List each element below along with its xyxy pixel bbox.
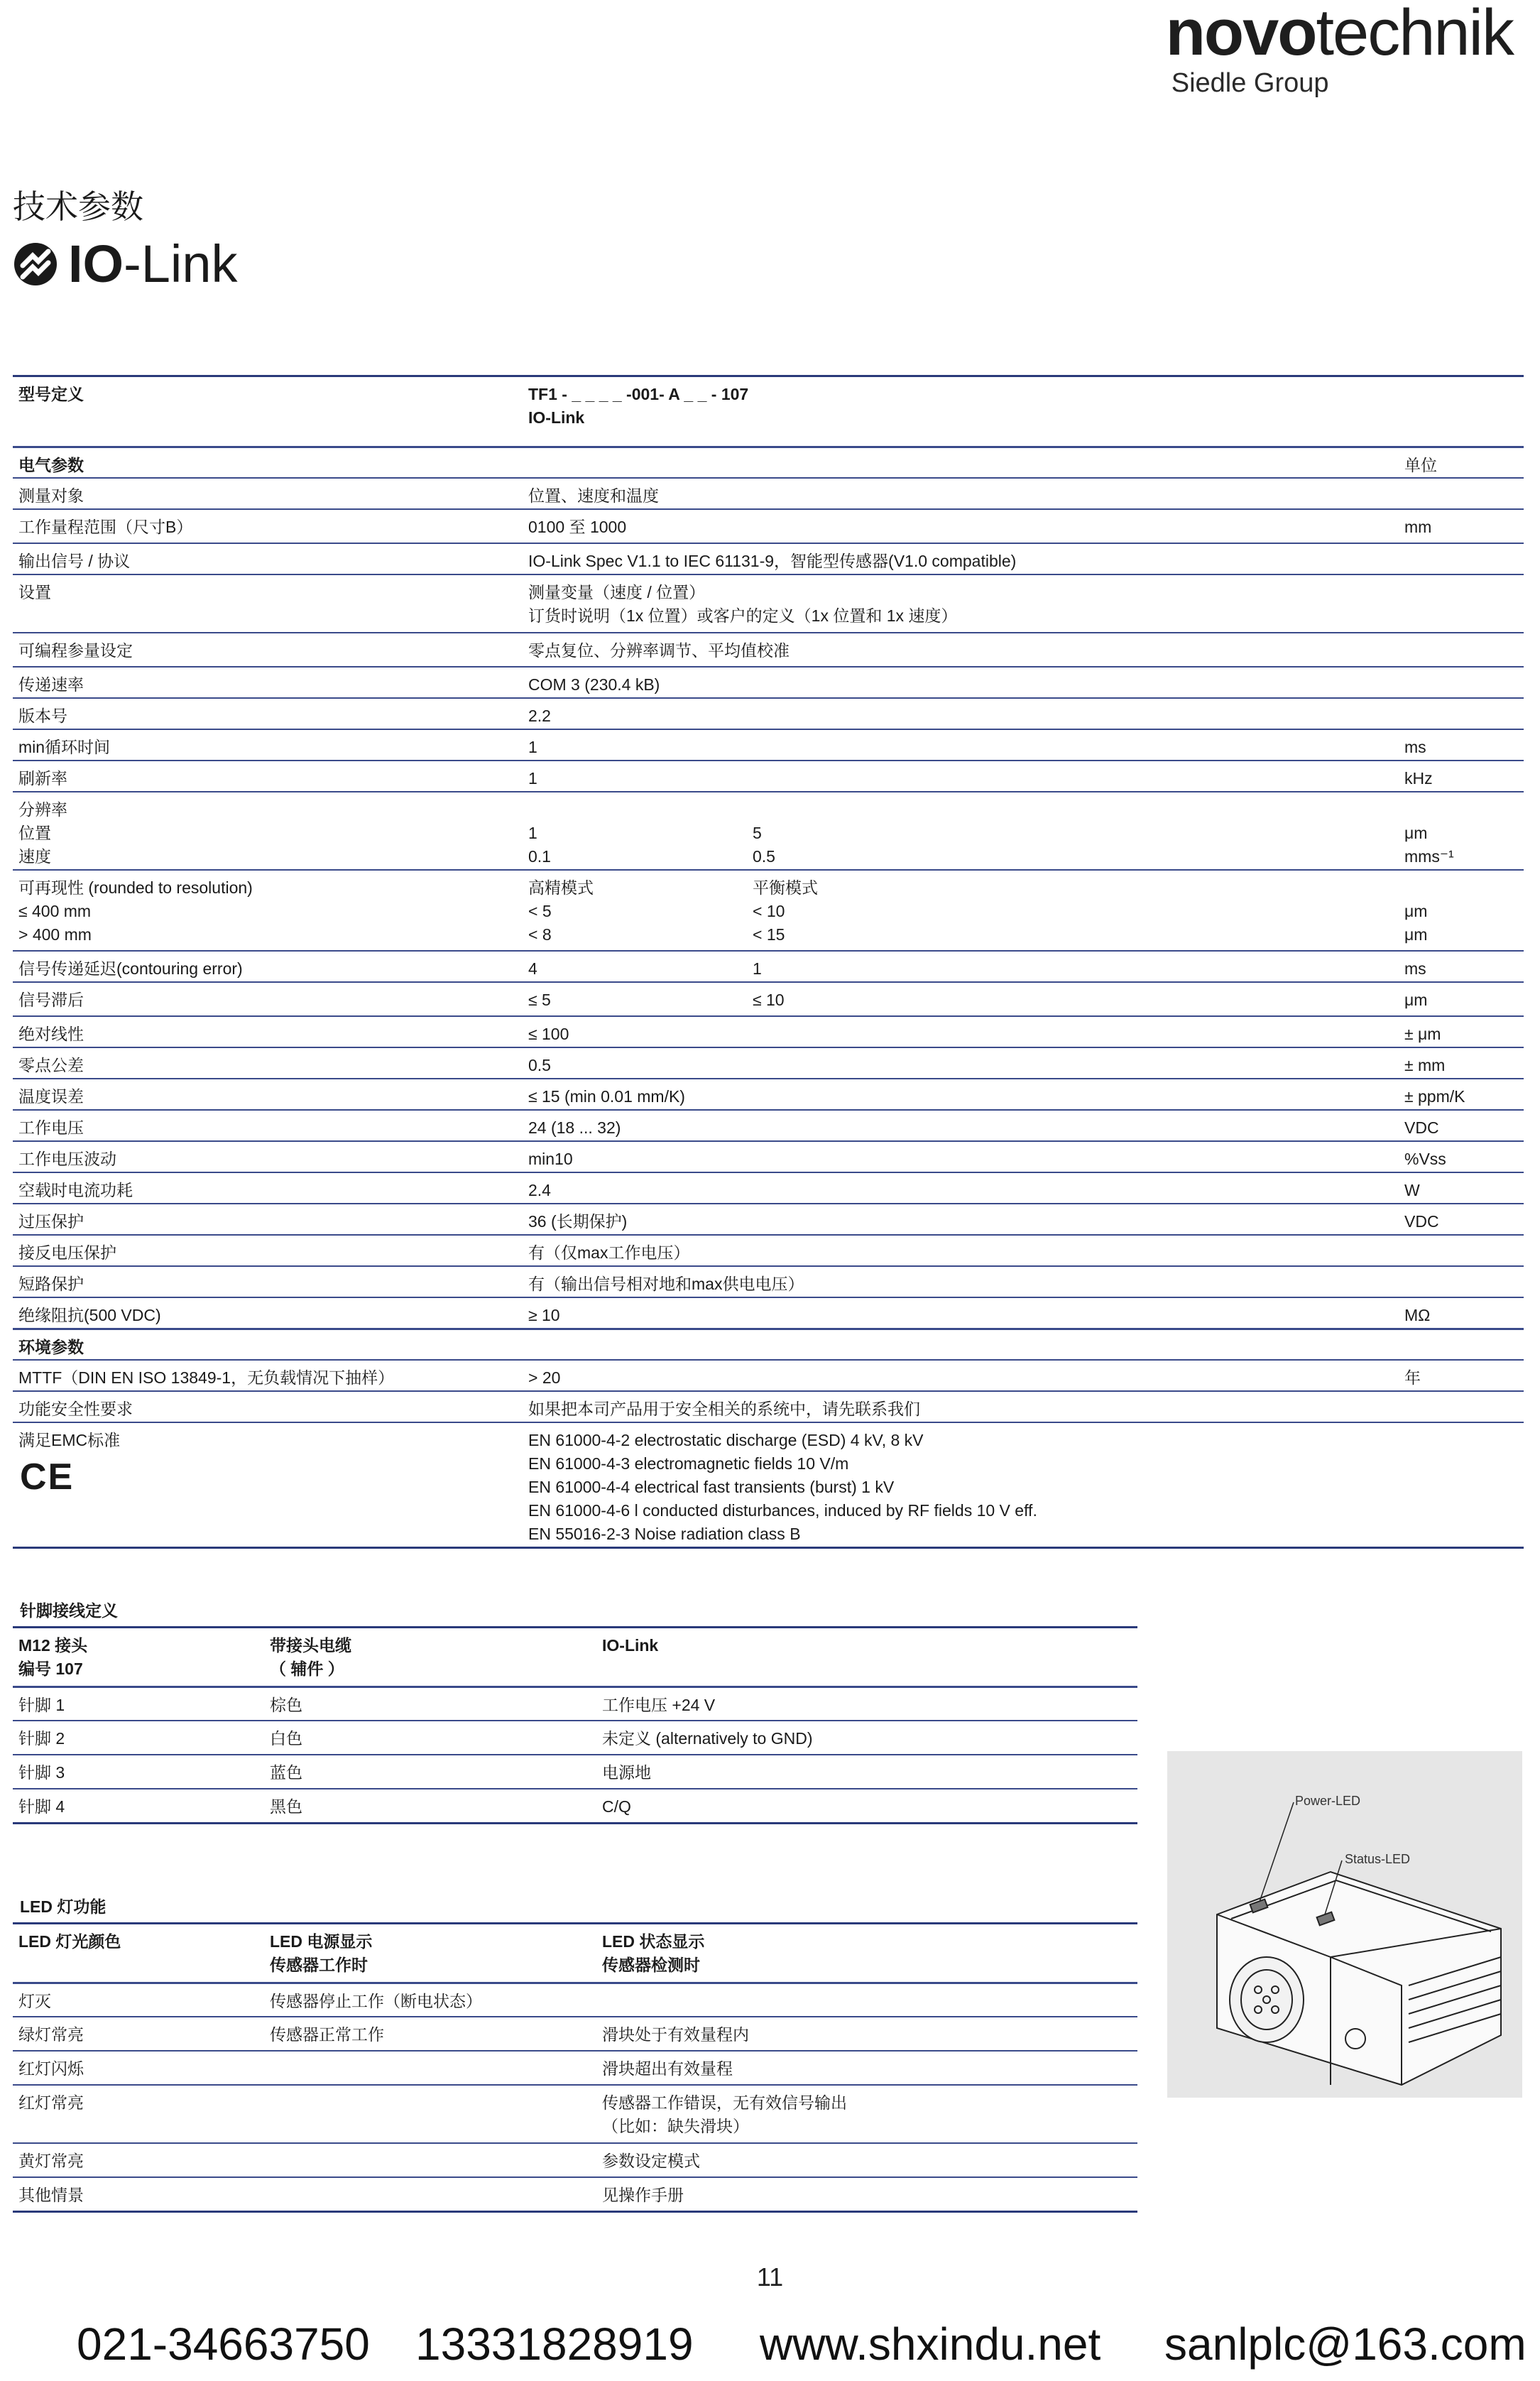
footer-email[interactable]: sanlplc@163.com	[1164, 2319, 1527, 2370]
spec-row	[13, 760, 1524, 791]
pin_table-cell-c2: 黑色	[270, 1797, 302, 1816]
spec-cell-unit: ms	[1404, 738, 1426, 756]
spec-cell-v1: 36 (长期保护)	[528, 1212, 628, 1231]
spec-cell-label: 温度误差	[18, 1087, 84, 1106]
spec-row	[13, 446, 1524, 477]
spec-cell-unit: 单位	[1404, 456, 1437, 474]
spec-cell-label: 信号滞后	[18, 991, 84, 1009]
spec-cell-v1: 1 0.1	[528, 824, 551, 866]
spec-row	[13, 1203, 1524, 1234]
spec-cell-label: 设置	[18, 583, 51, 601]
pin_table-cell-c1: 针脚 4	[18, 1797, 65, 1816]
pin_table-cell-c3: IO-Link	[602, 1636, 659, 1655]
spec-cell-v1: 0.5	[528, 1056, 551, 1074]
spec-row	[13, 1140, 1524, 1172]
pin_table-cell-c1: M12 接头 编号 107	[18, 1636, 88, 1678]
led_table-row	[13, 1982, 1137, 2016]
spec-cell-label: 过压保护	[18, 1212, 84, 1231]
io-link-text	[68, 234, 238, 293]
led_table-cell-c1: 红灯常亮	[18, 2093, 84, 2112]
spec-cell-label: 可编程参量设定	[18, 641, 133, 660]
spec-cell-label: 传递速率	[18, 675, 84, 694]
spec-cell-label: 环境参数	[18, 1338, 84, 1356]
pin_table-row	[13, 1720, 1137, 1754]
spec-cell-label: 接反电压保护	[18, 1243, 116, 1262]
led_table-cell-c1: LED 灯光颜色	[18, 1932, 121, 1951]
led_table-row	[13, 2016, 1137, 2050]
spec-row	[13, 981, 1524, 1015]
spec-row	[13, 1172, 1524, 1203]
spec-cell-v1: 测量变量（速度 / 位置） 订货时说明（1x 位置）或客户的定义（1x 位置和 1x 速度）	[528, 583, 958, 625]
spec-cell-v2: 平衡模式 < 10 < 15	[753, 878, 818, 944]
led_table-cell-c1: 黄灯常亮	[18, 2152, 84, 2170]
spec-cell-v1: ≥ 10	[528, 1306, 560, 1324]
spec-cell-label: 信号传递延迟(contouring error)	[18, 959, 243, 978]
spec-row	[13, 1297, 1524, 1328]
spec-cell-v2: 5 0.5	[753, 824, 775, 866]
spec-cell-label: 工作电压波动	[18, 1150, 116, 1168]
spec-cell-unit: %Vss	[1404, 1150, 1446, 1168]
spec-cell-v1: 位置、速度和温度	[528, 486, 659, 505]
spec-cell-v1: > 20	[528, 1368, 561, 1387]
spec-cell-v1: ≤ 15 (min 0.01 mm/K)	[528, 1087, 685, 1106]
led_table-row	[13, 2142, 1137, 2176]
spec-row	[13, 1359, 1524, 1390]
brand-name-bold: novo	[1165, 0, 1316, 69]
spec-cell-v1: 高精模式 < 5 < 8	[528, 878, 594, 944]
pin_table-cell-c2: 蓝色	[270, 1763, 302, 1782]
spec-cell-v1: ≤ 5	[528, 991, 551, 1009]
footer-website[interactable]: www.shxindu.net	[760, 2319, 1101, 2370]
spec-cell-label: 满足EMC标准	[18, 1431, 121, 1449]
led_table-cell-c3: 滑块处于有效量程内	[602, 2025, 749, 2044]
power-led-label: Power-LED	[1295, 1794, 1361, 1808]
pin_table-row	[13, 1626, 1137, 1686]
spec-cell-label: 工作量程范围（尺寸B）	[18, 518, 193, 536]
spec-cell-label: 输出信号 / 协议	[18, 552, 131, 570]
spec-cell-label: 刷新率	[18, 769, 67, 788]
led_table-cell-c1: 红灯闪烁	[18, 2059, 84, 2078]
pin_table-cell-c2: 白色	[270, 1729, 302, 1748]
spec-cell-label: 版本号	[18, 707, 67, 725]
pin_table-cell-c1: 针脚 1	[18, 1696, 65, 1714]
pin_table-row	[13, 1754, 1137, 1788]
spec-row	[13, 1234, 1524, 1265]
led_table-cell-c1: 灯灭	[18, 1992, 51, 2010]
led_table-row	[13, 2050, 1137, 2084]
spec-row	[13, 1047, 1524, 1078]
spec-cell-label: 绝缘阻抗(500 VDC)	[18, 1306, 161, 1324]
pin-table-title: 针脚接线定义	[20, 1601, 118, 1620]
spec-cell-v1: COM 3 (230.4 kB)	[528, 675, 660, 694]
led_table-row	[13, 2084, 1137, 2142]
io-link-text-bold: IO	[68, 234, 124, 293]
led_table-cell-c3: 参数设定模式	[602, 2152, 700, 2170]
led_table-bottom-rule	[13, 2211, 1137, 2213]
spec-cell-unit: MΩ	[1404, 1306, 1431, 1324]
pin_table-cell-c1: 针脚 2	[18, 1729, 65, 1748]
pin_table-cell-c3: 电源地	[602, 1763, 651, 1782]
spec-cell-v1: 1	[528, 769, 537, 788]
spec-cell-v1: 有（输出信号相对地和max供电电压）	[528, 1275, 804, 1293]
pin_table-cell-c2: 带接头电缆 （ 辅件 ）	[270, 1636, 351, 1678]
io-link-logo	[13, 234, 238, 293]
led-table	[13, 1922, 1137, 2213]
spec-cell-label: 型号定义	[18, 385, 84, 403]
spec-cell-unit: μm μm	[1404, 902, 1428, 944]
led_table-cell-c3: 传感器工作错误，无有效信号输出 （比如：缺失滑块）	[602, 2093, 847, 2135]
spec-cell-label: 绝对线性	[18, 1025, 84, 1043]
spec-cell-unit: ms	[1404, 959, 1426, 978]
spec-row	[13, 1265, 1524, 1297]
spec-cell-unit: ± mm	[1404, 1056, 1446, 1074]
led-table-title: LED 灯功能	[20, 1897, 107, 1916]
spec-cell-v1: 24 (18 ... 32)	[528, 1118, 621, 1137]
brand-name	[1165, 0, 1513, 69]
footer-phone-2: 13331828919	[415, 2319, 694, 2370]
spec-row	[13, 950, 1524, 981]
spec-cell-unit: μm	[1404, 991, 1428, 1009]
sensor-figure	[1167, 1751, 1522, 2098]
spec-row	[13, 1015, 1524, 1047]
spec-cell-v1: 零点复位、分辨率调节、平均值校准	[528, 641, 790, 660]
spec-cell-label: 电气参数	[18, 456, 84, 474]
spec-cell-label: MTTF（DIN EN ISO 13849-1，无负载情况下抽样）	[18, 1368, 395, 1387]
led_table-row	[13, 1922, 1137, 1982]
led_table-cell-c1: 绿灯常亮	[18, 2025, 84, 2044]
pin_table-cell-c3: 未定义 (alternatively to GND)	[602, 1729, 813, 1748]
spec-cell-unit: VDC	[1404, 1212, 1439, 1231]
spec-cell-unit: ± ppm/K	[1404, 1087, 1465, 1106]
spec-cell-label: 分辨率 位置 速度	[18, 800, 67, 866]
spec-row	[13, 1390, 1524, 1422]
spec-row	[13, 632, 1524, 666]
spec-row	[13, 1109, 1524, 1140]
spec-cell-v1: 0100 至 1000	[528, 518, 627, 536]
led_table-cell-c2: LED 电源显示 传感器工作时	[270, 1932, 373, 1974]
spec-cell-v1: IO-Link Spec V1.1 to IEC 61131-9，智能型传感器(V1.0 compatible)	[528, 552, 1017, 570]
spec-cell-v1: 2.4	[528, 1181, 551, 1199]
spec-cell-v1: min10	[528, 1150, 573, 1168]
spec-cell-v1: 有（仅max工作电压）	[528, 1243, 690, 1262]
spec-cell-v2: ≤ 10	[753, 991, 785, 1009]
pin-table	[13, 1626, 1137, 1824]
io-link-icon	[13, 241, 58, 287]
spec-cell-label: 功能安全性要求	[18, 1400, 133, 1418]
spec-cell-unit: VDC	[1404, 1118, 1439, 1137]
spec-cell-v1: 4	[528, 959, 537, 978]
brand-name-light: technik	[1316, 0, 1513, 69]
spec-row	[13, 666, 1524, 697]
brand-group: Siedle Group	[1171, 68, 1329, 98]
pin_table-cell-c1: 针脚 3	[18, 1763, 65, 1782]
spec-cell-v2: 1	[753, 959, 762, 978]
pin_table-bottom-rule	[13, 1822, 1137, 1824]
footer-contact	[0, 2315, 1540, 2381]
spec-cell-v1: 2.2	[528, 707, 551, 725]
ce-mark: CE	[20, 1456, 75, 1498]
pin_table-cell-c2: 棕色	[270, 1696, 302, 1714]
spec-cell-v1: ≤ 100	[528, 1025, 569, 1043]
led_table-cell-c2: 传感器停止工作（断电状态）	[270, 1992, 482, 2010]
spec-cell-unit: W	[1404, 1181, 1420, 1199]
led_table-cell-c3: LED 状态显示 传感器检测时	[602, 1932, 705, 1974]
spec-cell-unit: mm	[1404, 518, 1432, 536]
spec-row	[13, 869, 1524, 950]
spec-cell-v1: 如果把本司产品用于安全相关的系统中，请先联系我们	[528, 1400, 920, 1418]
spec-cell-v1: 1	[528, 738, 537, 756]
page-title: 技术参数	[13, 187, 143, 226]
led_table-cell-c2: 传感器正常工作	[270, 2025, 384, 2044]
pin_table-cell-c3: C/Q	[602, 1797, 631, 1816]
spec-row	[13, 508, 1524, 543]
spec-cell-label: 可再现性 (rounded to resolution) ≤ 400 mm > 400 mm	[18, 878, 253, 944]
spec-cell-label: 测量对象	[18, 486, 84, 505]
spec-row	[13, 375, 1524, 446]
spec-row	[13, 1422, 1524, 1547]
spec-row	[13, 574, 1524, 632]
spec-table	[13, 375, 1524, 1549]
pin_table-row	[13, 1788, 1137, 1822]
spec-row	[13, 477, 1524, 508]
spec-row	[13, 1078, 1524, 1109]
spec-cell-unit: μm mms⁻¹	[1404, 824, 1454, 866]
spec-row	[13, 543, 1524, 574]
page-number: 11	[756, 2262, 784, 2292]
spec-cell-label: 空载时电流功耗	[18, 1181, 133, 1199]
status-led-label: Status-LED	[1345, 1852, 1411, 1866]
spec-cell-v1: TF1 - _ _ _ _ -001- A _ _ - 107 IO-Link	[528, 385, 749, 427]
led_table-cell-c3: 滑块超出有效量程	[602, 2059, 733, 2078]
spec-row	[13, 697, 1524, 729]
led_table-cell-c1: 其他情景	[18, 2186, 84, 2204]
spec-cell-v1: EN 61000-4-2 electrostatic discharge (ESD) 4 kV, 8 kV EN 61000-4-3 electromagnetic fields 10 V/m EN 61000-4-4 electrical fast transients (burst) 1 kV EN 61000-4-6 l conducted disturbances, induced by RF fields 10 V eff. EN 55016-2-3 Noise radiation class B	[528, 1431, 1037, 1543]
pin_table-cell-c3: 工作电压 +24 V	[602, 1696, 716, 1714]
spec-cell-unit: 年	[1404, 1368, 1421, 1387]
spec-cell-label: 短路保护	[18, 1275, 84, 1293]
led_table-cell-c3: 见操作手册	[602, 2186, 684, 2204]
pin_table-row	[13, 1686, 1137, 1720]
footer-phone-1: 021-34663750	[77, 2319, 370, 2370]
spec-row	[13, 791, 1524, 869]
io-link-text-light: -Link	[124, 234, 238, 293]
brand-logo	[1166, 0, 1513, 99]
spec-cell-unit: kHz	[1404, 769, 1433, 788]
spec-table-bottom-rule	[13, 1547, 1524, 1549]
spec-cell-label: 零点公差	[18, 1056, 84, 1074]
spec-row	[13, 729, 1524, 760]
spec-cell-unit: ± μm	[1404, 1025, 1441, 1043]
spec-cell-label: min循环时间	[18, 738, 111, 756]
led_table-row	[13, 2176, 1137, 2211]
spec-cell-label: 工作电压	[18, 1118, 84, 1137]
spec-row	[13, 1328, 1524, 1359]
